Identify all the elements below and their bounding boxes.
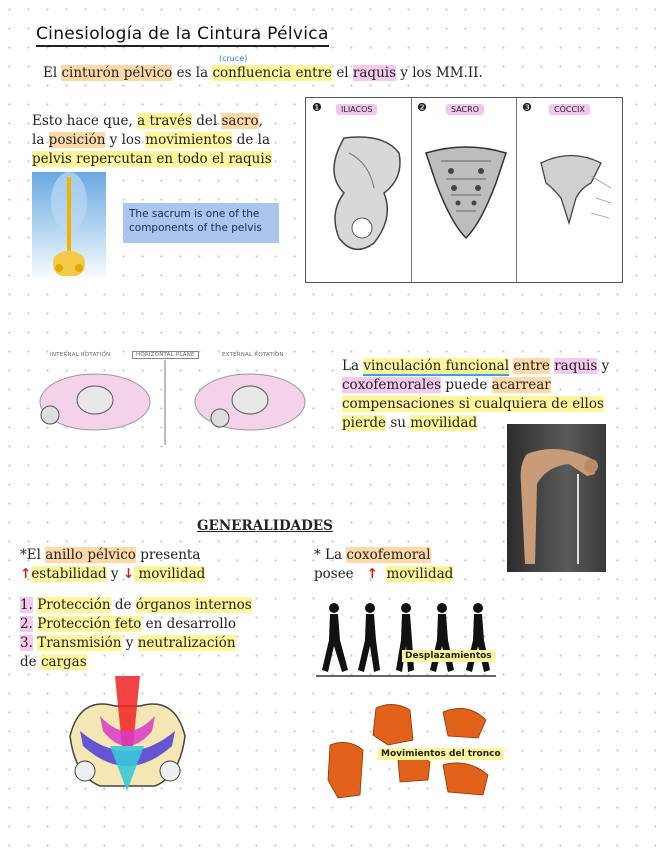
spine-icon: [32, 172, 106, 282]
term-confluencia: confluencia entre: [212, 65, 333, 81]
arrow-down-icon: ↓: [122, 566, 135, 582]
block1-line2: la posición y los movimientos de la: [32, 132, 271, 148]
block2-text: La vinculación funcional entre raquis y coxofemorales puede acarrear compensaciones si cualquiera de ellos pierde su movilidad: [342, 358, 610, 431]
internal-rotation-label: INTERNAL ROTATION: [50, 352, 111, 358]
spine-illustration: [32, 172, 106, 282]
movimientos-tronco-label: Movimientos del tronco: [378, 748, 504, 760]
pelvis-rotation-diagram: [30, 360, 320, 445]
page-title: Cinesiología de la Cintura Pélvica: [36, 24, 329, 47]
person-bending-icon: [507, 424, 606, 572]
coccyx-bone-icon: [531, 148, 616, 238]
iliac-bone-icon: [314, 133, 409, 258]
label-sacro: SACRO: [446, 104, 484, 115]
term-raquis: raquis: [352, 65, 397, 81]
bones-panel: ❶ ILIACOS ❷ SACRO ❸ CÓCCIX: [305, 97, 623, 283]
sacrum-bone-icon: [421, 143, 511, 243]
label-iliacos: ILIACOS: [336, 104, 377, 115]
list-item: 1. Protección de órganos internos: [20, 597, 252, 613]
cruce-annotation: (cruce): [219, 54, 248, 63]
pelvis-muscles-illustration: [60, 676, 195, 801]
block1-text: [32, 112, 272, 169]
walking-silhouettes: [316, 600, 496, 680]
forward-bend-photo: [507, 424, 606, 572]
term-cinturon: cinturón pélvico: [61, 65, 173, 81]
list-item-cont: de cargas: [20, 654, 87, 670]
coxofemoral-text: * La coxofemoral posee ↑ movilidad: [314, 547, 454, 582]
external-rotation-label: EXTERNAL ROTATION: [222, 352, 284, 358]
functions-list: [20, 596, 252, 672]
block1-line1: Esto hace que, a través del sacro,: [32, 113, 263, 129]
arrow-up-icon: ↑: [20, 566, 32, 582]
generalidades-heading: GENERALIDADES: [197, 518, 333, 534]
list-item: 2. Protección feto en desarrollo: [20, 616, 237, 632]
list-item: 3. Transmisión y neutralización: [20, 635, 236, 651]
intro-line: El cinturón pélvico es la confluencia entre el raquis y los MM.II.: [43, 65, 483, 81]
block1-line3: pelvis repercutan en todo el raquis: [32, 151, 272, 167]
anillo-pelvico-text: *El anillo pélvico presenta ↑estabilidad y ↓ movilidad: [20, 547, 206, 582]
arrow-up-icon: ↑: [366, 566, 378, 582]
desplazamientos-label: Desplazamientos: [402, 650, 495, 662]
sacrum-caption: The sacrum is one of the components of the pelvis: [123, 203, 279, 243]
horizontal-plane-label: HORIZONTAL PLANE: [132, 351, 199, 359]
label-coccix: CÓCCIX: [549, 104, 590, 115]
